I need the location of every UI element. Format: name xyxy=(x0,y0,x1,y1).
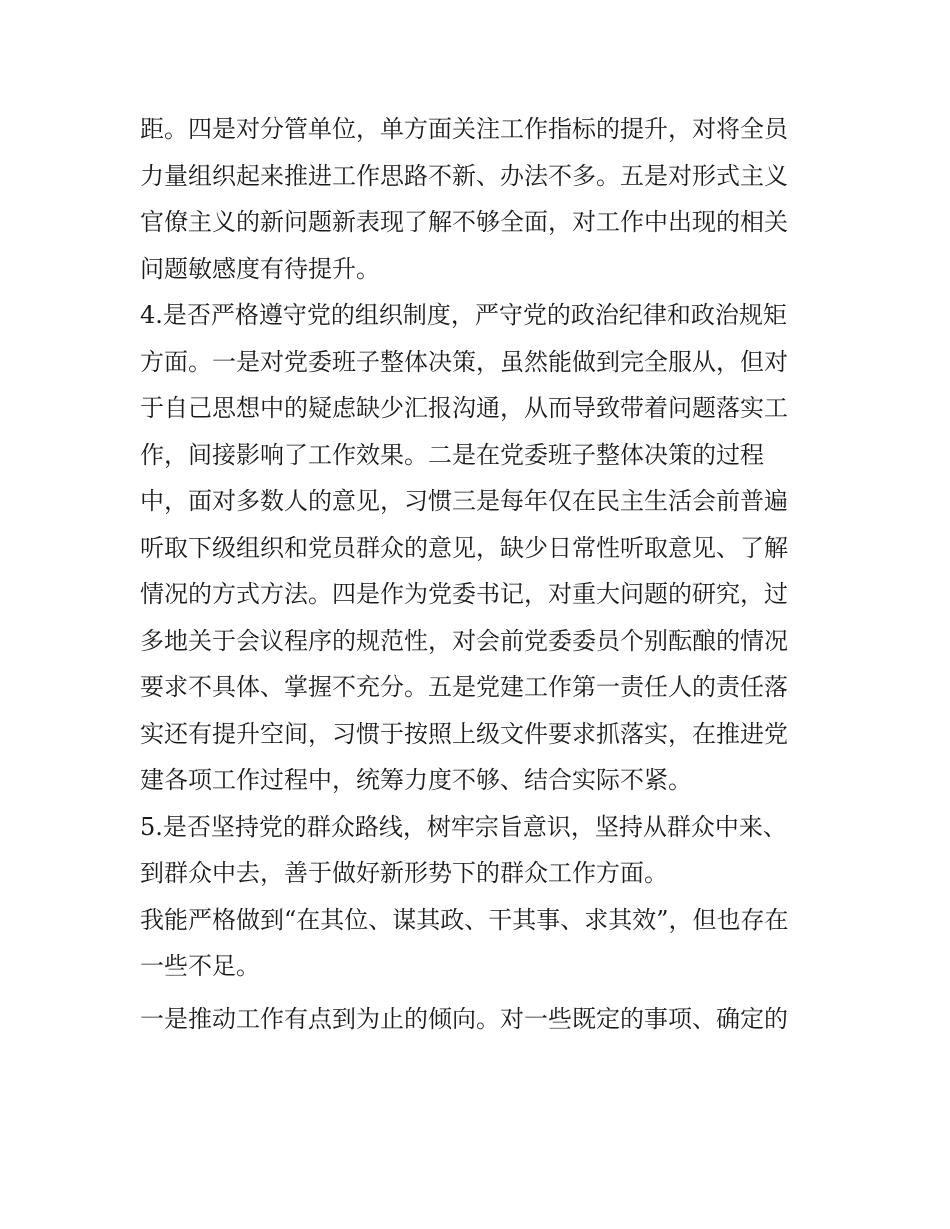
text-line: 中，面对多数人的意见，习惯三是每年仅在民主生活会前普遍 xyxy=(140,487,788,515)
text-line: 方面。一是对党委班子整体决策，虽然能做到完全服从，但对 xyxy=(140,347,788,376)
text-line: 多地关于会议程序的规范性，对会前党委委员个别酝酿的情况 xyxy=(140,626,788,655)
text-line: 到群众中去，善于做好新形势下的群众工作方面。 xyxy=(140,859,668,887)
document-body xyxy=(140,106,820,1042)
text-line: 一些不足。 xyxy=(140,952,260,980)
text-line: 情况的方式方法。四是作为党委书记，对重大问题的研究，过 xyxy=(140,580,788,608)
text-line: 实还有提升空间，习惯于按照上级文件要求抓落实，在推进党 xyxy=(140,719,788,748)
text-line: 官僚主义的新问题新表现了解不够全面，对工作中出现的相关 xyxy=(140,208,788,236)
text-line: 我能严格做到“在其位、谋其政、干其事、求其效”，但也存在 xyxy=(140,905,789,934)
text-line: 一是推动工作有点到为止的倾向。对一些既定的事项、确定的 xyxy=(140,1004,788,1033)
text-line: 于自己思想中的疑虑缺少汇报沟通，从而导致带着问题落实工 xyxy=(140,394,788,422)
text-line: 要求不具体、掌握不充分。五是党建工作第一责任人的责任落 xyxy=(140,673,788,701)
text-line: 距。四是对分管单位，单方面关注工作指标的提升，对将全员 xyxy=(140,115,788,143)
section-heading-5: 5.是否坚持党的群众路线，树牢宗旨意识，坚持从群众中来、 xyxy=(140,812,787,841)
text-line: 力量组织起来推进工作思路不新、办法不多。五是对形式主义 xyxy=(140,161,788,190)
text-line: 听取下级组织和党员群众的意见，缺少日常性听取意见、了解 xyxy=(140,533,788,562)
section-heading-4: 4.是否严格遵守党的组织制度，严守党的政治纪律和政治规矩 xyxy=(140,301,787,329)
text-line: 问题敏感度有待提升。 xyxy=(140,254,380,283)
text-line: 作，间接影响了工作效果。二是在党委班子整体决策的过程 xyxy=(140,440,764,469)
text-line: 建各项工作过程中，统筹力度不够、结合实际不紧。 xyxy=(140,766,692,794)
